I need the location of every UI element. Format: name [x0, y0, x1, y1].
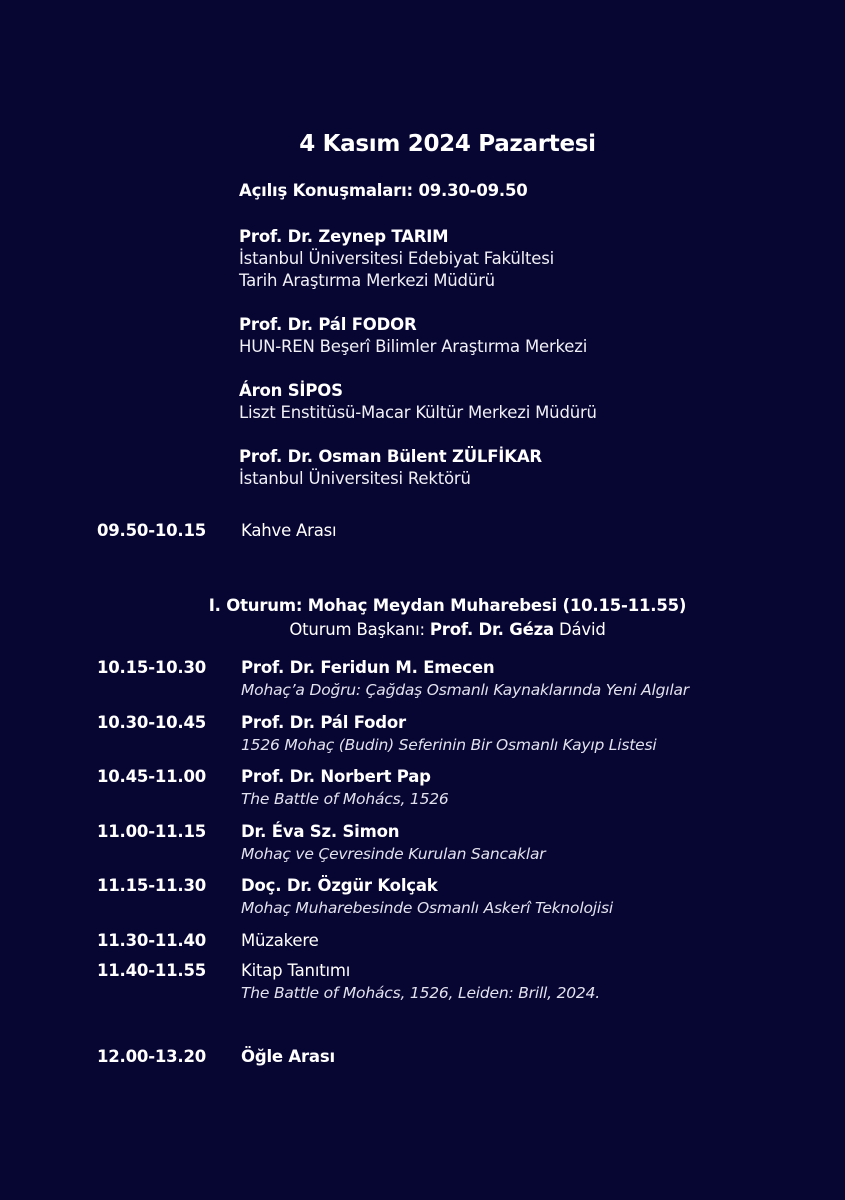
book-title: The Battle of Mohács, 1526, Leiden: Brill, 2024.: [241, 984, 600, 1002]
talk-item: [241, 821, 545, 865]
book-time: 11.40-11.55: [97, 961, 207, 980]
speaker-affiliation: İstanbul Üniversitesi Edebiyat Fakültesi: [239, 249, 554, 268]
talk-time: 10.15-10.30: [97, 658, 207, 677]
chair-name: Prof. Dr. Géza: [429, 620, 554, 639]
speaker-name: Áron SİPOS: [239, 381, 343, 400]
opening-speaker: [239, 380, 597, 424]
speaker-affiliation: Liszt Enstitüsü-Macar Kültür Merkezi Müdürü: [239, 403, 597, 422]
talk-speaker: Prof. Dr. Norbert Pap: [241, 767, 431, 786]
talk-item: [241, 875, 613, 919]
coffee-time: 09.50-10.15: [97, 521, 207, 540]
talk-item: [241, 657, 689, 701]
talk-speaker: Prof. Dr. Feridun M. Emecen: [241, 658, 495, 677]
speaker-affiliation: HUN-REN Beşerî Bilimler Araştırma Merkezi: [239, 337, 588, 356]
opening-speaker: [239, 446, 542, 490]
discussion-label: Müzakere: [241, 931, 319, 950]
opening-heading: Açılış Konuşmaları: 09.30-09.50: [239, 181, 528, 200]
talk-speaker: Doç. Dr. Özgür Kolçak: [241, 876, 438, 895]
talk-time: 10.45-11.00: [97, 767, 207, 786]
discussion-time: 11.30-11.40: [97, 931, 207, 950]
talk-title: The Battle of Mohács, 1526: [241, 790, 449, 808]
coffee-label-text: Kahve Arası: [241, 521, 337, 540]
discussion-item: [241, 930, 319, 952]
book-label: Kitap Tanıtımı: [241, 961, 351, 980]
speaker-name: Prof. Dr. Pál FODOR: [239, 315, 417, 334]
lunch-item: [241, 1046, 335, 1068]
session-title: I. Oturum: Mohaç Meydan Muharebesi (10.15-11.55): [208, 596, 687, 615]
opening-speaker: [239, 226, 554, 292]
speaker-affiliation: Tarih Araştırma Merkezi Müdürü: [239, 271, 495, 290]
talk-time: 11.00-11.15: [97, 822, 207, 841]
talk-title: Mohaç Muharebesinde Osmanlı Askerî Teknolojisi: [241, 899, 613, 917]
session-chair: [0, 619, 845, 641]
talk-title: Mohaç ve Çevresinde Kurulan Sancaklar: [241, 845, 546, 863]
speaker-name: Prof. Dr. Osman Bülent ZÜLFİKAR: [239, 447, 542, 466]
talk-item: [241, 712, 656, 756]
opening-speaker: [239, 314, 587, 358]
coffee-label: [241, 520, 336, 542]
talk-title: 1526 Mohaç (Budin) Seferinin Bir Osmanlı Kayıp Listesi: [241, 736, 657, 754]
date-heading: 4 Kasım 2024 Pazartesi: [299, 131, 596, 157]
speaker-name: Prof. Dr. Zeynep TARIM: [239, 227, 449, 246]
chair-prefix: Oturum Başkanı:: [289, 620, 425, 639]
talk-speaker: Prof. Dr. Pál Fodor: [241, 713, 406, 732]
chair-surname: Dávid: [558, 620, 606, 639]
talk-time: 10.30-10.45: [97, 713, 207, 732]
lunch-time: 12.00-13.20: [97, 1047, 207, 1066]
talk-title: Mohaç’a Doğru: Çağdaş Osmanlı Kaynaklarında Yeni Algılar: [241, 681, 689, 699]
speaker-affiliation: İstanbul Üniversitesi Rektörü: [239, 469, 471, 488]
book-item: [241, 960, 600, 1004]
lunch-label: Öğle Arası: [241, 1047, 335, 1066]
talk-speaker: Dr. Éva Sz. Simon: [241, 822, 400, 841]
talk-time: 11.15-11.30: [97, 876, 207, 895]
talk-item: [241, 766, 449, 810]
